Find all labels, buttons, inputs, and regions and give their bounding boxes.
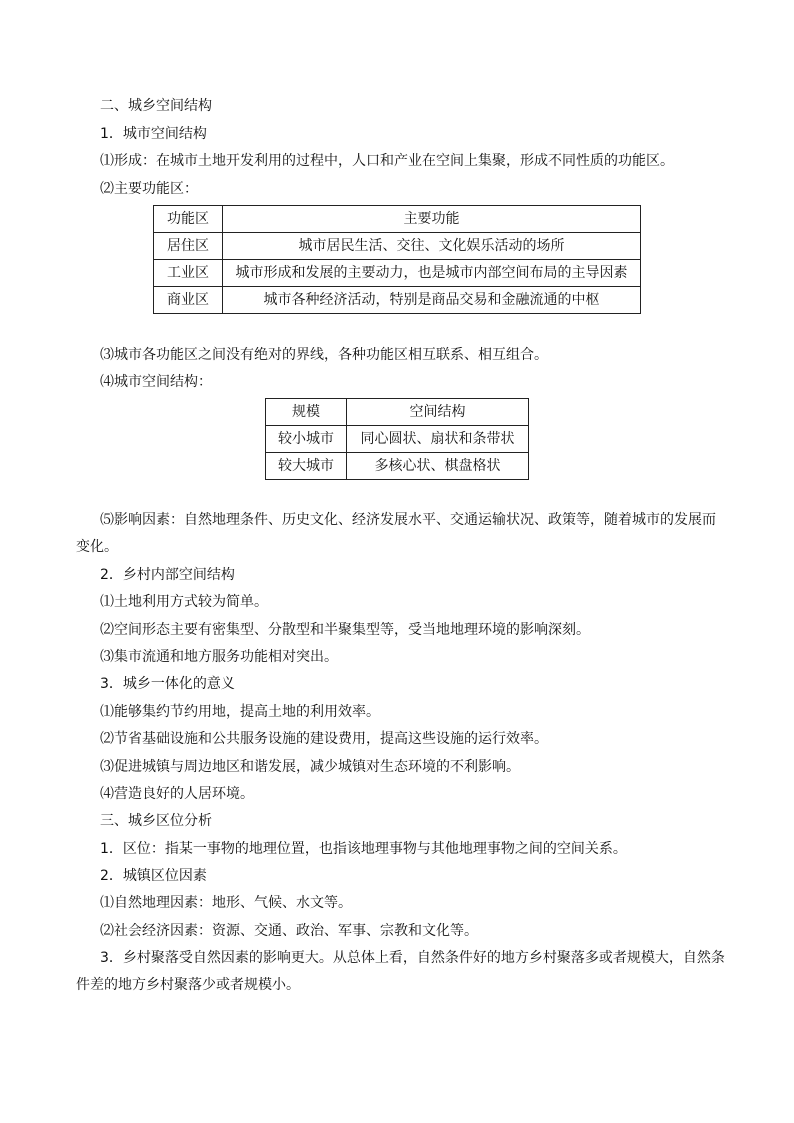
paragraph-1-5-line-2: 变化。 [76, 539, 118, 555]
paragraph-3-4: ⑷营造良好的人居环境。 [100, 786, 254, 802]
table-row [154, 260, 641, 287]
table-cell: 商业区 [154, 287, 223, 314]
urban-structure-table [265, 398, 529, 480]
paragraph-3-3: ⑶促进城镇与周边地区和谐发展，减少城镇对生态环境的不利影响。 [100, 759, 520, 775]
paragraph-1-3: ⑶城市各功能区之间没有绝对的界线，各种功能区相互联系、相互组合。 [100, 347, 548, 363]
town-location-factors-title: 2．城镇区位因素 [100, 868, 207, 884]
section-heading-2: 二、城乡空间结构 [100, 98, 212, 114]
subsection-title-2: 2．乡村内部空间结构 [100, 567, 235, 583]
paragraph-2-1: ⑴土地利用方式较为简单。 [100, 594, 268, 610]
table-header-row [154, 206, 641, 233]
table-cell: 同心圆状、扇状和条带状 [347, 426, 529, 453]
table-row [266, 426, 529, 453]
paragraph-3-2: ⑵节省基础设施和公共服务设施的建设费用，提高这些设施的运行效率。 [100, 731, 548, 747]
table-cell: 较小城市 [266, 426, 347, 453]
table-cell: 工业区 [154, 260, 223, 287]
rural-settlement-line-2: 件差的地方乡村聚落少或者规模小。 [76, 977, 300, 993]
subsection-title-1: 1．城市空间结构 [100, 126, 207, 142]
table-header-cell: 主要功能 [223, 206, 641, 233]
paragraph-1-1: ⑴形成：在城市土地开发利用的过程中，人口和产业在空间上集聚，形成不同性质的功能区。 [100, 153, 674, 169]
paragraph-3-1: ⑴能够集约节约用地，提高土地的利用效率。 [100, 704, 380, 720]
function-zone-table [153, 205, 641, 314]
paragraph-1-5-line-1: ⑸影响因素：自然地理条件、历史文化、经济发展水平、交通运输状况、政策等，随着城市的发展而 [100, 512, 716, 528]
natural-factors: ⑴自然地理因素：地形、气候、水文等。 [100, 895, 352, 911]
location-definition: 1．区位：指某一事物的地理位置，也指该地理事物与其他地理事物之间的空间关系。 [100, 841, 627, 857]
table-row [266, 453, 529, 480]
table-header-cell: 空间结构 [347, 399, 529, 426]
table-header-cell: 功能区 [154, 206, 223, 233]
table-cell: 城市形成和发展的主要动力，也是城市内部空间布局的主导因素 [223, 260, 641, 287]
table-cell: 城市居民生活、交往、文化娱乐活动的场所 [223, 233, 641, 260]
paragraph-2-3: ⑶集市流通和地方服务功能相对突出。 [100, 649, 338, 665]
table-cell: 多核心状、棋盘格状 [347, 453, 529, 480]
table-cell: 较大城市 [266, 453, 347, 480]
socioeconomic-factors: ⑵社会经济因素：资源、交通、政治、军事、宗教和文化等。 [100, 923, 478, 939]
table-row [154, 287, 641, 314]
subsection-title-3: 3．城乡一体化的意义 [100, 676, 235, 692]
table-header-cell: 规模 [266, 399, 347, 426]
paragraph-1-2: ⑵主要功能区： [100, 181, 198, 197]
table-header-row [266, 399, 529, 426]
table-cell: 居住区 [154, 233, 223, 260]
rural-settlement-line-1: 3．乡村聚落受自然因素的影响更大。从总体上看，自然条件好的地方乡村聚落多或者规模大，自然条 [100, 950, 725, 966]
section-heading-3: 三、城乡区位分析 [100, 813, 212, 829]
table-cell: 城市各种经济活动，特别是商品交易和金融流通的中枢 [223, 287, 641, 314]
table-row [154, 233, 641, 260]
paragraph-2-2: ⑵空间形态主要有密集型、分散型和半聚集型等，受当地地理环境的影响深刻。 [100, 622, 590, 638]
paragraph-1-4: ⑷城市空间结构： [100, 374, 212, 390]
